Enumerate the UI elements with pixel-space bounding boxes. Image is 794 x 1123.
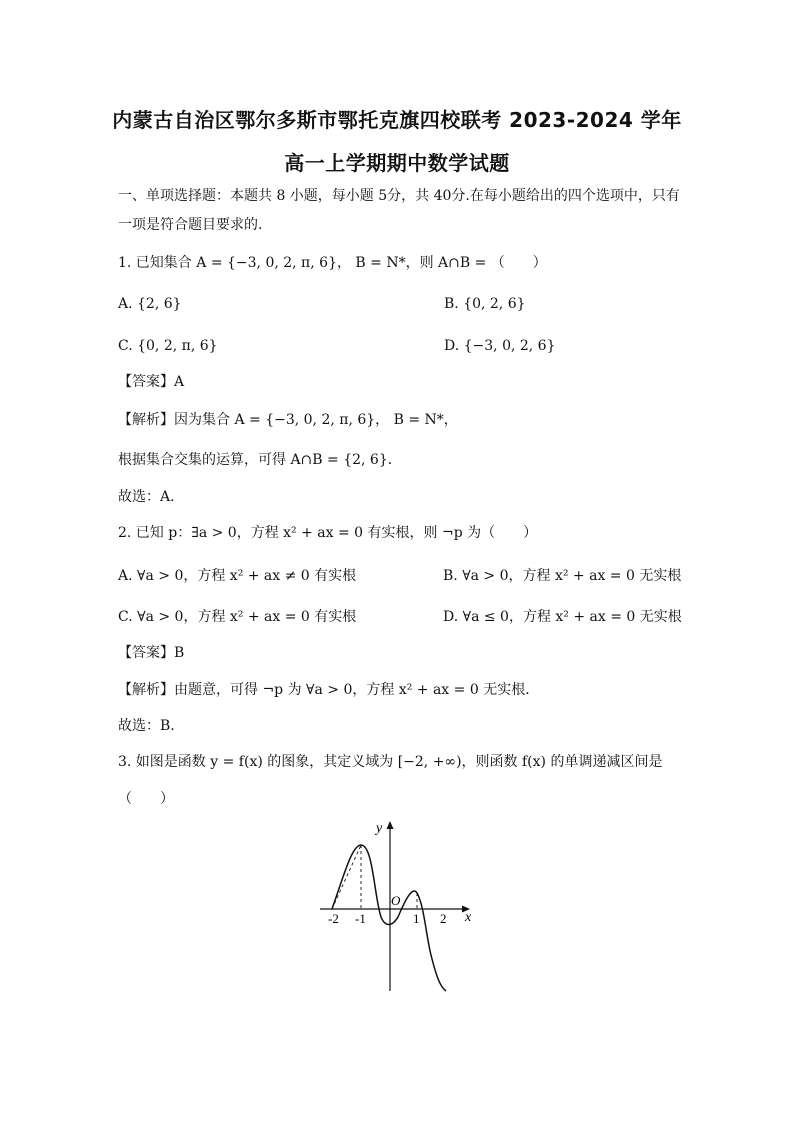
q2-analysis: 【解析】由题意，可得 ¬p 为 ∀a > 0，方程 x² + ax = 0 无实根． — [118, 682, 540, 698]
q1-stem: 1. 已知集合 A = {−3, 0, 2, π, 6}， B = N*，则 A∩B = （ ） — [118, 255, 547, 271]
y-axis-arrow — [387, 821, 394, 829]
origin-label: O — [391, 893, 401, 908]
section-heading-line-2: 一项是符合题目要求的. — [118, 217, 263, 233]
q1-option-a: A. {2, 6} — [118, 296, 182, 312]
q1-option-d: D. {−3, 0, 2, 6} — [444, 338, 556, 354]
dashed-guide-left — [332, 845, 361, 909]
tick-label-1: 1 — [413, 911, 420, 926]
q2-option-b: B. ∀a > 0，方程 x² + ax = 0 无实根 — [443, 568, 682, 584]
q2-option-d: D. ∀a ≤ 0，方程 x² + ax = 0 无实根 — [443, 609, 682, 625]
q1-step: 根据集合交集的运算，可得 A∩B = {2, 6}． — [118, 452, 402, 468]
q1-conclusion: 故选：A． — [118, 489, 185, 505]
q2-answer: 【答案】B — [118, 645, 185, 661]
q2-stem: 2. 已知 p：∃a > 0，方程 x² + ax = 0 有实根，则 ¬p 为（ ） — [118, 525, 538, 541]
q1-option-c: C. {0, 2, π, 6} — [118, 338, 218, 354]
tick-label-2: 2 — [440, 911, 447, 926]
title-line-2: 高一上学期期中数学试题 — [284, 151, 510, 175]
function-graph — [310, 815, 490, 995]
x-axis-label: x — [465, 910, 472, 925]
q2-conclusion: 故选：B. — [118, 718, 175, 734]
q2-option-a: A. ∀a > 0，方程 x² + ax ≠ 0 有实根 — [118, 568, 357, 584]
tick-label-neg2: -2 — [328, 911, 339, 926]
q1-option-b: B. {0, 2, 6} — [444, 296, 526, 312]
y-axis-label: y — [376, 821, 383, 836]
tick-label-neg1: -1 — [355, 911, 366, 926]
q2-option-c: C. ∀a > 0，方程 x² + ax = 0 有实根 — [118, 609, 357, 625]
q3-answer-paren: （ ） — [118, 791, 174, 807]
title-line-1: 内蒙古自治区鄂尔多斯市鄂托克旗四校联考 2023-2024 学年 — [112, 108, 682, 132]
q1-answer: 【答案】A — [118, 374, 185, 390]
q1-analysis: 【解析】因为集合 A = {−3, 0, 2, π, 6}， B = N*， — [118, 412, 458, 428]
function-curve — [332, 845, 446, 991]
q3-stem: 3. 如图是函数 y = f(x) 的图象，其定义域为 [−2, +∞)，则函数 f(x) 的单调递减区间是 — [118, 754, 663, 770]
section-heading-line-1: 一、单项选择题：本题共 8 小题，每小题 5分，共 40分.在每小题给出的四个选项中，只有 — [118, 188, 680, 204]
